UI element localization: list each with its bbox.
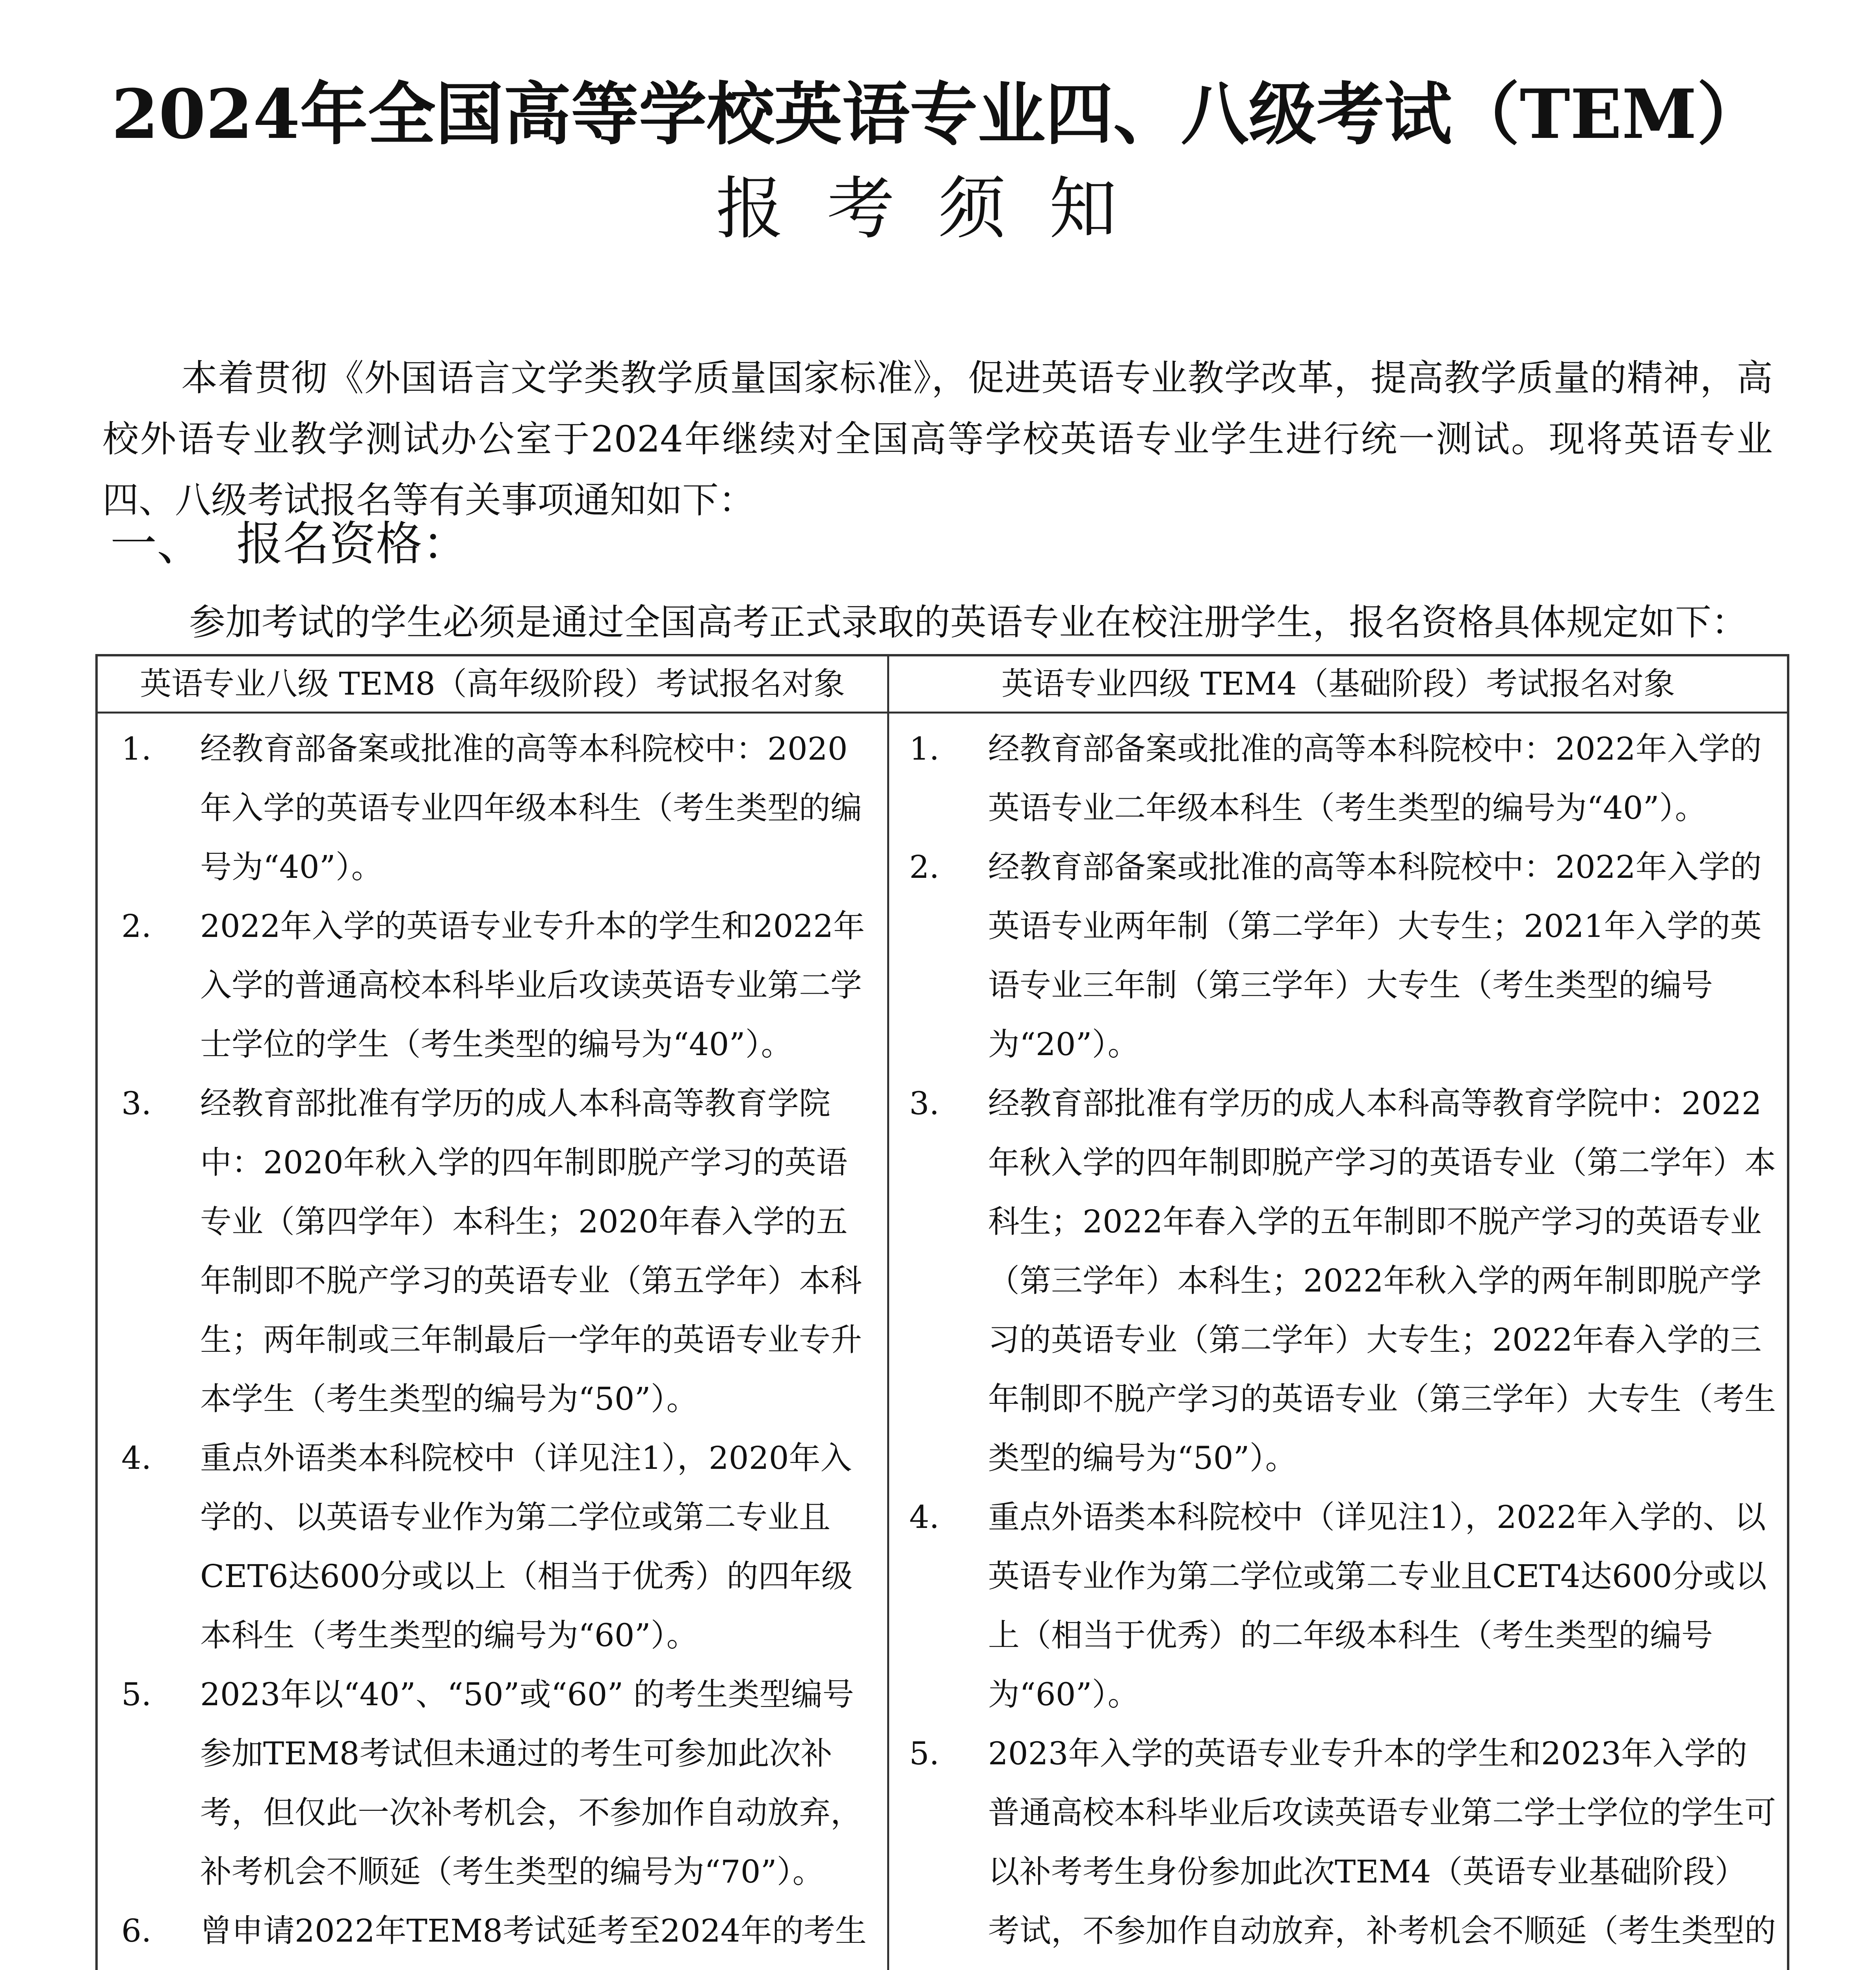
item-text: 2022年入学的英语专业专升本的学生和2022年入学的普通高校本科毕业后攻读英语专业第二学士学位的学生（考生类型的编号为“40”）。 [200, 908, 865, 1063]
item-text: 经教育部批准有学历的成人本科高等教育学院中：2022年秋入学的四年制即脱产学习的英语专业（第二学年）本科生；2022年春入学的五年制即不脱产学习的英语专业（第三学年）本科生；2022年秋入学的两年制即脱产学习的英语专业（第二学年）大专生；2022年春入学的三年制即不脱产学习的英语专业（第三学年）大专生（考生类型的编号为“50”）。 [988, 1085, 1776, 1476]
item-number: 5. [121, 1676, 152, 1713]
item-number: 2. [121, 908, 152, 944]
item-text: 曾申请2022年TEM8考试延考至2024年的考生 [200, 1912, 867, 1949]
list-item [121, 719, 874, 897]
item-number: 1. [121, 730, 152, 767]
intro-paragraph: 本着贯彻《外国语言文学类教学质量国家标准》，促进英语专业教学改革，提高教学质量的精神，高校外语专业教学测试办公室于2024年继续对全国高等学校英语专业学生进行统一测试。现将英语专业四、八级考试报名等有关事项通知如下： [102, 357, 1773, 521]
list-item [121, 1901, 874, 1970]
list-item [121, 1429, 874, 1665]
list-item [909, 719, 1776, 838]
eligibility-table [95, 654, 1789, 1970]
item-text: 经教育部批准有学历的成人本科高等教育学院中：2020年秋入学的四年制即脱产学习的英语专业（第四学年）本科生；2020年春入学的五年制即不脱产学习的英语专业（第五学年）本科生；两年制或三年制最后一学年的英语专业专升本学生（考生类型的编号为“50”）。 [200, 1085, 862, 1417]
item-number: 4. [121, 1440, 152, 1476]
list-item [909, 1488, 1776, 1724]
item-text: 经教育部备案或批准的高等本科院校中：2022年入学的英语专业二年级本科生（考生类型的编号为“40”）。 [988, 730, 1762, 826]
document-subtitle: 报考须知 [716, 169, 1160, 248]
list-item [121, 1074, 874, 1429]
table-divider-vertical [887, 656, 889, 1970]
item-number: 4. [909, 1499, 940, 1535]
list-item [909, 1074, 1776, 1488]
list-item [909, 1724, 1776, 1970]
item-number: 3. [909, 1085, 940, 1122]
tem8-items [121, 719, 874, 1970]
item-text: 经教育部备案或批准的高等本科院校中：2020年入学的英语专业四年级本科生（考生类型的编号为“40”）。 [200, 730, 862, 885]
section-title: 报名资格： [236, 517, 469, 571]
section-heading [110, 512, 469, 575]
table-divider-horizontal [98, 712, 1787, 714]
list-item [909, 838, 1776, 1074]
item-number: 3. [121, 1085, 152, 1122]
item-text: 2023年入学的英语专业专升本的学生和2023年入学的普通高校本科毕业后攻读英语专业第二学士学位的学生可以补考考生身份参加此次TEM4（英语专业基础阶段）考试，不参加作自动放弃，补考机会不顺延（考生类型的 [988, 1735, 1776, 1949]
item-text: 2023年以“40”、“50”或“60” 的考生类型编号参加TEM8考试但未通过的考生可参加此次补考，但仅此一次补考机会，不参加作自动放弃，补考机会不顺延（考生类型的编号为“70”）。 [200, 1676, 862, 1890]
item-text: 经教育部备案或批准的高等本科院校中：2022年入学的英语专业两年制（第二学年）大专生；2021年入学的英语专业三年制（第三学年）大专生（考生类型的编号为“20”）。 [988, 849, 1762, 1063]
tem8-column-header: 英语专业八级 TEM8（高年级阶段）考试报名对象 [140, 665, 845, 702]
list-item [121, 1665, 874, 1901]
section-number: 一、 [110, 517, 204, 571]
item-number: 1. [909, 730, 940, 767]
item-text: 重点外语类本科院校中（详见注1），2020年入学的、以英语专业作为第二学位或第二专业且CET6达600分或以上（相当于优秀）的四年级本科生（考生类型的编号为“60”）。 [200, 1440, 853, 1654]
eligibility-intro: 参加考试的学生必须是通过全国高考正式录取的英语专业在校注册学生，报名资格具体规定如下： [189, 601, 1748, 643]
item-text: 重点外语类本科院校中（详见注1），2022年入学的、以英语专业作为第二学位或第二专业且CET4达600分或以上（相当于优秀）的二年级本科生（考生类型的编号为“60”）。 [988, 1499, 1767, 1713]
tem4-items [909, 719, 1776, 1970]
list-item [121, 897, 874, 1074]
tem4-column-header: 英语专业四级 TEM4（基础阶段）考试报名对象 [1001, 665, 1675, 702]
document-title: 2024年全国高等学校英语专业四、八级考试（TEM） [111, 74, 1765, 154]
item-number: 2. [909, 849, 940, 885]
item-number: 6. [121, 1912, 152, 1949]
item-number: 5. [909, 1735, 940, 1772]
